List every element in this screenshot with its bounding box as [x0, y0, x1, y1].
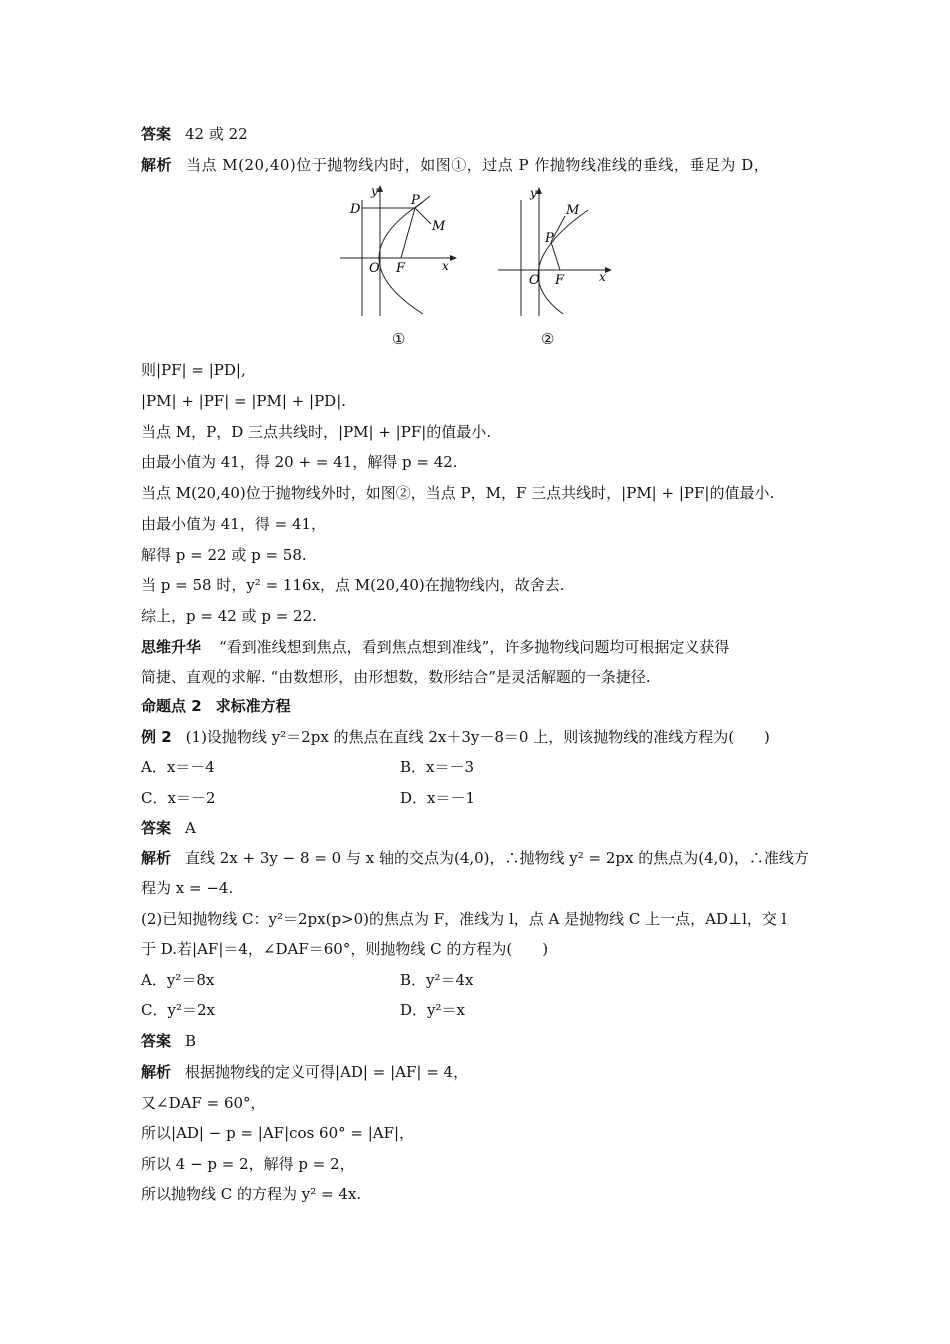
figure-1: [335, 182, 460, 322]
answer-line-1: [141, 124, 248, 144]
figure-2-caption: ②: [541, 330, 555, 348]
label-M: M: [566, 203, 580, 218]
solution-line-2: [141, 848, 809, 868]
example-2-question-1: [141, 727, 770, 747]
example-label: 例 2: [141, 728, 172, 746]
solution-step: 当 p = 58 时，y² = 116x，点 M(20,40)在抛物线内，故舍去.: [141, 576, 565, 594]
solution-text: 当点 M(20,40)位于抛物线内时，如图①，过点 P 作抛物线准线的垂线，垂足为 D，: [186, 156, 770, 174]
x-axis-arrow: [450, 255, 457, 261]
summary-line-1: [141, 637, 729, 657]
answer-label: 答案: [141, 819, 172, 837]
label-O: O: [369, 261, 380, 276]
segment-PF: [551, 242, 560, 270]
summary-text-1: “看到准线想到焦点，看到焦点想到准线”，许多抛物线问题均可根据定义获得: [219, 638, 730, 656]
section-label: 命题点 2: [141, 697, 202, 715]
option-b: B．y²＝4x: [400, 971, 474, 989]
solution-step: 则|PF| = |PD|,: [141, 361, 246, 379]
example-2-question-2a: (2)已知抛物线 C：y²＝2px(p>0)的焦点为 F，准线为 l，点 A 是抛物线 C 上一点，AD⊥l，交 l: [141, 910, 787, 928]
example-2-question-2b: 于 D.若|AF|＝4，∠DAF＝60°，则抛物线 C 的方程为( ): [141, 940, 549, 958]
summary-line-2: 简捷、直观的求解. “由数想形，由形想数，数形结合”是灵活解题的一条捷径.: [141, 668, 651, 686]
label-P: P: [545, 231, 554, 246]
y-axis-arrow: [377, 185, 383, 192]
label-P: P: [411, 193, 420, 208]
solution-step: 当点 M(20,40)位于抛物线外时，如图②，当点 P，M，F 三点共线时，|PM| + |PF|的值最小.: [141, 484, 775, 502]
answer-label: 答案: [141, 1032, 172, 1050]
label-M: M: [432, 219, 446, 234]
label-D: D: [350, 202, 361, 217]
solution-text: 直线 2x + 3y − 8 = 0 与 x 轴的交点为(4,0)，∴抛物线 y² = 2px 的焦点为(4,0)，∴准线方: [185, 849, 809, 867]
solution-step: 解得 p = 22 或 p = 58.: [141, 546, 307, 564]
solution-step: 由最小值为 41，得 = 41，: [141, 515, 327, 533]
solution-label: 解析: [141, 849, 172, 867]
solution-step: 当点 M，P，D 三点共线时，|PM| + |PF|的值最小.: [141, 423, 492, 441]
section-heading: [141, 696, 291, 716]
label-F: F: [555, 273, 565, 288]
option-c: C．x＝－2: [141, 789, 216, 807]
solution-step: 所以 4 − p = 2，解得 p = 2，: [141, 1155, 355, 1173]
answer-line-2: [141, 818, 196, 838]
answer-label: 答案: [141, 125, 172, 143]
figure-1-caption: ①: [392, 330, 406, 348]
label-F: F: [396, 261, 406, 276]
parabola: [538, 210, 588, 314]
summary-label: 思维升华: [141, 638, 202, 656]
option-a: A．y²＝8x: [141, 971, 215, 989]
answer-value: A: [185, 819, 196, 837]
label-x: x: [442, 259, 449, 273]
x-axis-arrow: [605, 267, 612, 273]
solution-line-2b: 程为 x = −4.: [141, 879, 234, 897]
label-O: O: [529, 273, 540, 288]
option-c: C．y²＝2x: [141, 1001, 215, 1019]
section-title: 求标准方程: [215, 697, 291, 715]
solution-line-1: [141, 155, 769, 175]
solution-text: 根据抛物线的定义可得|AD| = |AF| = 4，: [185, 1063, 469, 1081]
answer-line-3: [141, 1031, 196, 1051]
y-axis-arrow: [536, 187, 542, 194]
solution-step: 又∠DAF = 60°，: [141, 1094, 266, 1112]
label-x: x: [599, 270, 606, 284]
option-a: A．x＝－4: [141, 758, 215, 776]
solution-step: 综上，p = 42 或 p = 22.: [141, 607, 317, 625]
solution-label: 解析: [141, 1063, 172, 1081]
option-d: D．y²＝x: [400, 1001, 465, 1019]
solution-line-3: [141, 1062, 468, 1082]
option-d: D．x＝－1: [400, 789, 476, 807]
question-text: (1)设抛物线 y²＝2px 的焦点在直线 2x＋3y－8＝0 上，则该抛物线的准线方程为( ): [185, 728, 770, 746]
solution-step: |PM| + |PF| = |PM| + |PD|.: [141, 392, 347, 410]
label-y: y: [371, 184, 378, 198]
solution-label: 解析: [141, 156, 173, 174]
answer-value: B: [185, 1032, 197, 1050]
answer-value: 42 或 22: [185, 125, 248, 143]
option-b: B．x＝－3: [400, 758, 475, 776]
solution-step: 由最小值为 41，得 20 + = 41，解得 p = 42.: [141, 453, 458, 471]
solution-step: 所以抛物线 C 的方程为 y² = 4x.: [141, 1185, 362, 1203]
solution-step: 所以|AD| − p = |AF|cos 60° = |AF|，: [141, 1124, 415, 1142]
figure-2: [493, 182, 618, 322]
segment-PF: [401, 208, 415, 258]
segment-MP: [415, 208, 431, 224]
label-y: y: [530, 186, 537, 200]
